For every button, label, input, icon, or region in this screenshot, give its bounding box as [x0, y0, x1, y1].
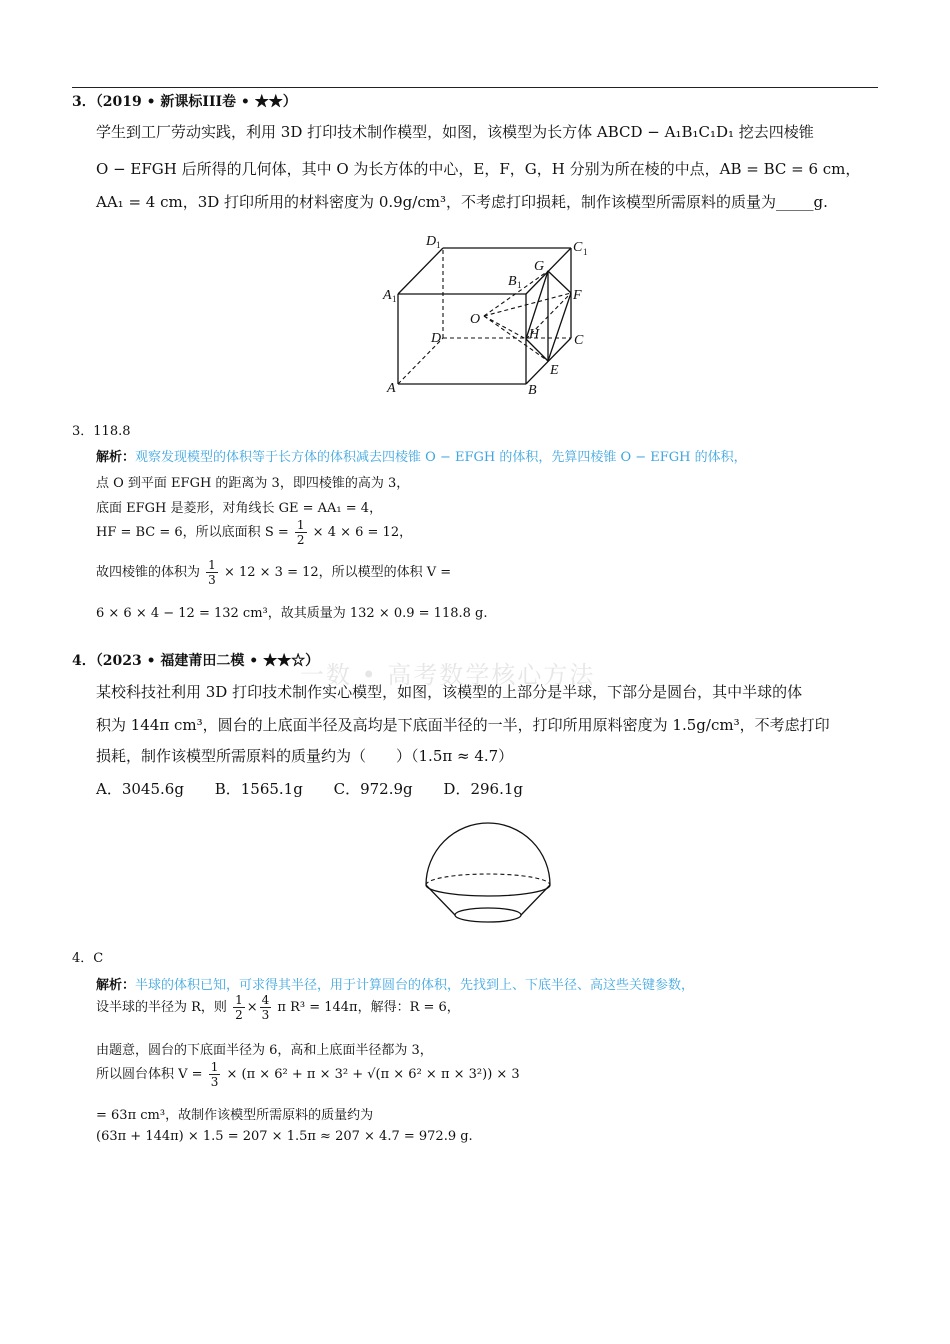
- a3-answer: 3．118.8: [72, 424, 131, 439]
- fraction-third: $\frac{1}{3}$: [208, 558, 216, 587]
- fraction-half: $\frac{1}{2}$: [296, 518, 305, 547]
- edge-GF: [548, 271, 571, 293]
- svg-text:1: 1: [517, 280, 522, 290]
- a4-l4: = 63π cm³，故制作该模型所需原料的质量约为: [96, 1108, 374, 1123]
- a4-l3: 所以圆台体积 V = $\frac{1}{3}$ × (π × 6² + π × 3² + √(π × 6² × π × 3²)) × 3: [96, 1060, 520, 1089]
- a4-note-line: [96, 974, 694, 993]
- option-b: B．1565.1g: [214, 780, 303, 798]
- edge-EH: [526, 339, 548, 361]
- label-O: O: [470, 312, 481, 327]
- a4-l2: 由题意，圆台的下底面半径为 6，高和上底面半径都为 3，: [96, 1043, 433, 1058]
- top-rule: [72, 87, 878, 88]
- a3-l2: 底面 EFGH 是菱形，对角线长 GE = AA₁ = 4，: [96, 501, 383, 516]
- label-B1: B: [508, 274, 517, 289]
- svg-text:1: 1: [436, 240, 441, 250]
- equator-back: [426, 874, 550, 885]
- a4-note: 半球的体积已知，可求得其半径，用于计算圆台的体积，先找到上、下底半径、高这些关键参数，: [135, 978, 695, 993]
- q3-header: [72, 91, 297, 111]
- label-E: E: [550, 363, 559, 378]
- q3-line1: 学生到工厂劳动实践，利用 3D 打印技术制作模型，如图，该模型为长方体 ABCD − A₁B₁C₁D₁ 挖去四棱锥: [96, 123, 814, 141]
- q3-line2: O − EFGH 后所得的几何体，其中 O 为长方体的中心，E，F，G，H 分别为所在棱的中点，AB = BC = 6 cm，: [96, 160, 861, 178]
- q4-source: （2023 • 福建莆田二模 • ★★☆）: [95, 653, 320, 669]
- a3-l1: 点 O 到平面 EFGH 的距离为 3，即四棱锥的高为 3，: [96, 476, 410, 491]
- frustum-right-edge: [521, 885, 550, 915]
- hemisphere-arc: [426, 823, 550, 885]
- fraction-third-2: $\frac{1}{3}$: [210, 1060, 219, 1089]
- q4-line2: 积为 144π cm³，圆台的上底面半径及高均是下底面半径的一半，打印所用原料密度为 1.5g/cm³，不考虑打印: [96, 716, 830, 734]
- fraction-four-thirds: $\frac{4}{3}$: [261, 993, 270, 1022]
- frustum-bottom-front: [455, 915, 521, 922]
- label-C1: C: [573, 240, 583, 255]
- label-D1: D: [426, 234, 437, 249]
- a3-label: 解析：: [96, 450, 136, 465]
- a4-label: 解析：: [96, 978, 136, 993]
- label-B: B: [528, 383, 537, 398]
- a3-note: 观察发现模型的体积等于长方体的体积减去四棱锥 O − EFGH 的体积，先算四棱锥 O − EFGH 的体积，: [135, 450, 747, 465]
- label-G: G: [534, 259, 545, 274]
- a3-l4: 故四棱锥的体积为 $\frac{1}{3}$ × 12 × 3 = 12，所以模型的体积 V =: [96, 558, 452, 587]
- option-d: D．296.1g: [443, 780, 523, 798]
- label-A1: A: [383, 288, 392, 303]
- fraction-half-2: $\frac{1}{2}$: [235, 993, 243, 1022]
- a3-l5: 6 × 6 × 4 − 12 = 132 cm³，故其质量为 132 × 0.9 = 118.8 g.: [96, 606, 488, 621]
- q4-number: 4．: [72, 653, 96, 669]
- label-H: H: [529, 327, 540, 342]
- frustum-bottom-back: [455, 908, 521, 915]
- q4-options: [96, 772, 523, 806]
- q3-number: 3．: [72, 94, 96, 110]
- a3-l3: HF = BC = 6，所以底面积 S = $\frac{1}{2}$ × 4 × 6 = 12，: [96, 518, 413, 547]
- label-A: A: [387, 381, 396, 396]
- a4-l1: 设半球的半径为 R，则 $\frac{1}{2}$ × $\frac{4}{3}$ π R³ = 144π，解得：R = 6，: [96, 993, 460, 1022]
- edge-A1D1: [398, 248, 443, 294]
- edge-FE: [548, 293, 571, 361]
- label-F: F: [573, 288, 582, 303]
- option-c: C．972.9g: [333, 780, 413, 798]
- a3-note-line: [96, 446, 747, 465]
- a4-answer: 4．C: [72, 951, 104, 966]
- q3-source: （2019 • 新课标III卷 • ★★）: [95, 94, 297, 110]
- a4-l5: (63π + 144π) × 1.5 = 207 × 1.5π ≈ 207 × 4.7 = 972.9 g.: [96, 1129, 473, 1144]
- edge-OF: [484, 293, 571, 316]
- equator-front: [426, 885, 550, 896]
- label-D: D: [431, 331, 442, 346]
- svg-text:1: 1: [392, 294, 397, 304]
- edge-OH: [484, 316, 526, 339]
- cuboid-figure: [376, 228, 606, 400]
- label-C: C: [574, 333, 584, 348]
- frustum-left-edge: [426, 885, 455, 915]
- q4-line1: 某校科技社利用 3D 打印技术制作实心模型，如图，该模型的上部分是半球，下部分是圆台，其中半球的体: [96, 683, 803, 701]
- q4-header: [72, 650, 319, 670]
- hemisphere-frustum-figure: [420, 818, 556, 928]
- option-a: A．3045.6g: [96, 780, 184, 798]
- watermark: 一数 • 高考数学核心方法: [300, 661, 596, 689]
- q4-line3: 损耗，制作该模型所需原料的质量约为（ ）（1.5π ≈ 4.7）: [96, 747, 514, 765]
- svg-text:1: 1: [583, 247, 588, 257]
- q3-line3: AA₁ = 4 cm，3D 打印所用的材料密度为 0.9g/cm³，不考虑打印损耗，制作该模型所需原料的质量为_____g.: [96, 193, 828, 211]
